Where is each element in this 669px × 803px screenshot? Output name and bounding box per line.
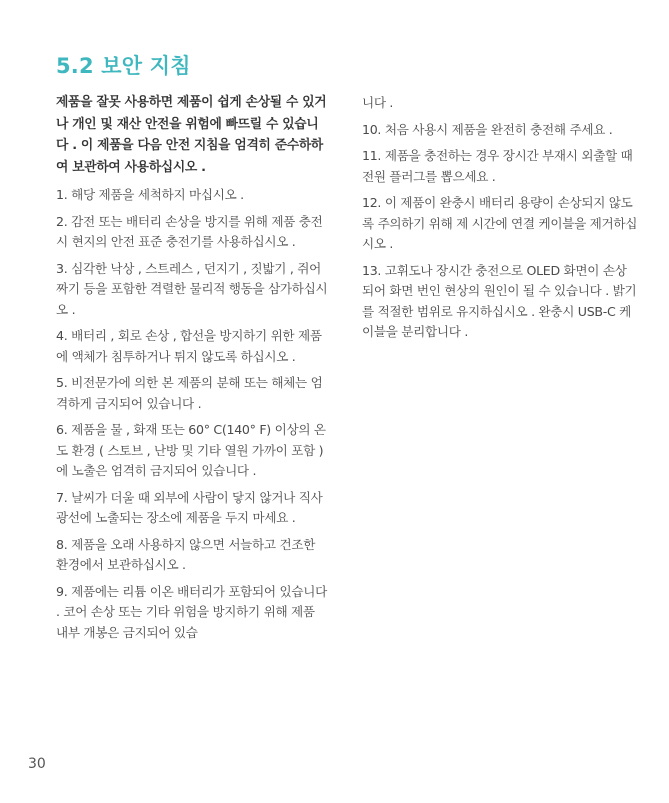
section-title: 5.2 보안 지침 <box>56 54 191 78</box>
safety-item-10: 10. 처음 사용시 제품을 완전히 충전해 주세요 . <box>362 121 613 137</box>
safety-item-8: 8. 제품을 오래 사용하지 않으면 서늘하고 건조한 환경에서 보관하십시오 . <box>56 536 316 572</box>
page-number: 30 <box>28 756 46 772</box>
right-column <box>362 93 638 349</box>
safety-item-4: 4. 배터리 , 회로 손상 , 합선을 방지하기 위한 제품에 액체가 침투하거나 튀지 않도록 하십시오 . <box>56 328 322 364</box>
safety-item-6: 6. 제품을 물 , 화재 또는 60° C(140° F) 이상의 온도 환경 ( 스토브 , 난방 및 기타 열원 가까이 포함 ) 에 노출은 엄격히 금지되어 있습니다 . <box>56 422 326 478</box>
safety-item-3: 3. 심각한 낙상 , 스트레스 , 던지기 , 짓밟기 , 쥐어짜기 등을 포함한 격렬한 물리적 행동을 삼가하십시오 . <box>56 260 328 317</box>
safety-item-11: 11. 제품을 충전하는 경우 장시간 부재시 외출할 때 전원 플러그를 뽑으세요 . <box>362 148 633 184</box>
safety-item-9: 9. 제품에는 리튬 이온 배터리가 포함되어 있습니다 . 코어 손상 또는 기타 위험을 방지하기 위해 제품 내부 개봉은 금지되어 있습 <box>56 583 327 640</box>
safety-item-2: 2. 감전 또는 배터리 손상을 방지를 위해 제품 충전시 현지의 안전 표준 충전기를 사용하십시오 . <box>56 213 323 249</box>
safety-item-12: 12. 이 제품이 완충시 배터리 용량이 손상되지 않도록 주의하기 위해 제 시간에 연결 케이블을 제거하십시오 . <box>362 195 638 251</box>
safety-item-13: 13. 고휘도나 장시간 충전으로 OLED 화면이 손상되어 화면 번인 현상의 원인이 될 수 있습니다 . 밝기를 적절한 범위로 유지하십시오 . 완충시 USB-C 케이블을 분리합니다 . <box>362 262 637 339</box>
left-column <box>56 92 328 649</box>
safety-item-7: 7. 날씨가 더울 때 외부에 사람이 닿지 않거나 직사광선에 노출되는 장소에 제품을 두지 마세요 . <box>56 489 323 525</box>
safety-item-9-continued: 니다 . <box>362 95 394 110</box>
safety-item-5: 5. 비전문가에 의한 본 제품의 분해 또는 해체는 엄격하게 금지되어 있습니다 . <box>56 375 323 411</box>
safety-item-1: 1. 해당 제품을 세척하지 마십시오 . <box>56 187 244 202</box>
safety-intro: 제품을 잘못 사용하면 제품이 쉽게 손상될 수 있거나 개인 및 재산 안전을 위험에 빠뜨릴 수 있습니다 . 이 제품을 다음 안전 지침을 엄격히 준수하하여 보관하여 사용하십시오 . <box>56 95 327 175</box>
